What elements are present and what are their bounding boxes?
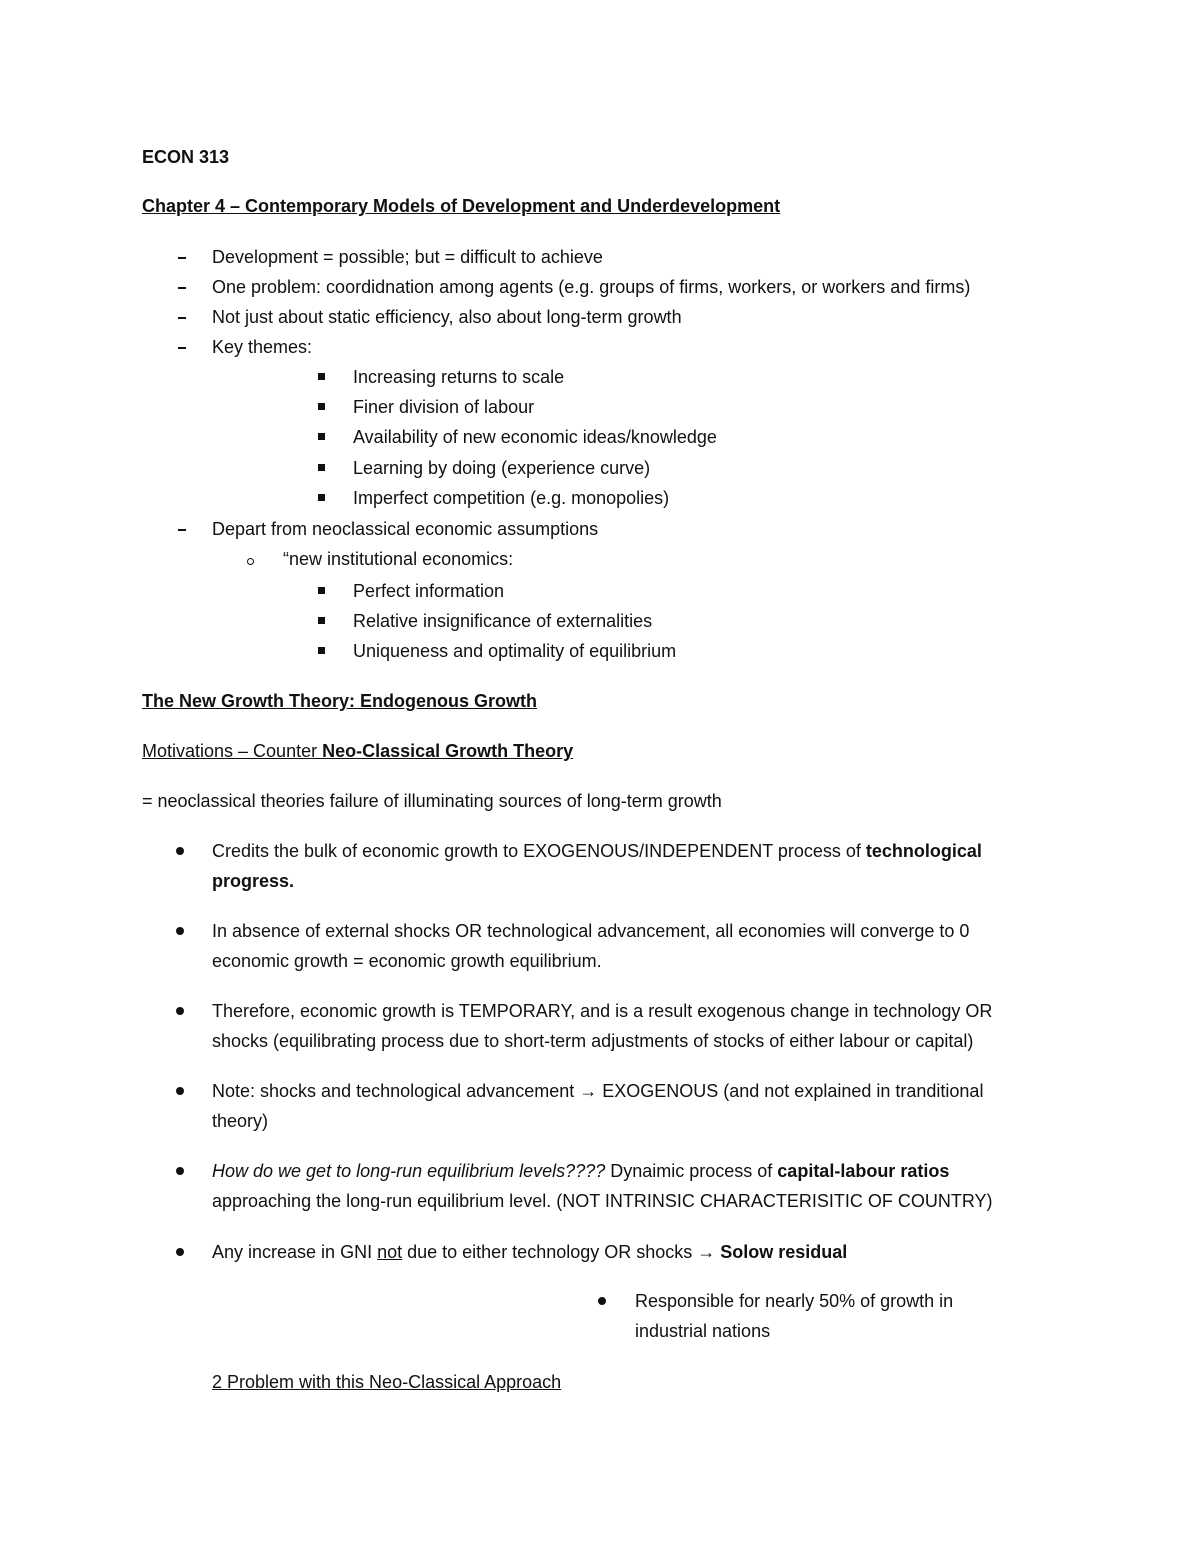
round-bullet — [176, 1087, 184, 1095]
square-bullet — [318, 494, 325, 501]
bullet-3-line-2: shocks (equilibrating process due to short-term adjustments of stocks of either labour or capital) — [212, 1031, 974, 1051]
dash-marker — [178, 317, 186, 319]
course-title: ECON 313 — [142, 147, 230, 167]
intro-item: Not just about static efficiency, also about long-term growth — [212, 307, 682, 327]
key-theme-item: Imperfect competition (e.g. monopolies) — [353, 488, 670, 508]
round-bullet — [176, 847, 184, 855]
round-bullet — [176, 927, 184, 935]
square-bullet — [318, 373, 325, 380]
square-bullet — [318, 464, 325, 471]
bullet-4-line-2: theory) — [212, 1111, 269, 1131]
bullet-5-line-2: approaching the long-run equilibrium level. (NOT INTRINSIC CHARACTERISITIC OF COUNTRY) — [212, 1191, 993, 1211]
bullet-text: EXOGENOUS (and not explained in tranditional — [597, 1081, 984, 1101]
square-bullet — [318, 617, 325, 624]
key-theme-item: Learning by doing (experience curve) — [353, 458, 651, 478]
square-bullet — [318, 647, 325, 654]
intro-item: Development = possible; but = difficult to achieve — [212, 247, 603, 267]
key-theme-item: Availability of new economic ideas/knowledge — [353, 427, 717, 447]
bullet-5-line-1 — [212, 1160, 949, 1182]
arrow-right-icon: → — [697, 1242, 716, 1262]
section-title: The New Growth Theory: Endogenous Growth — [142, 691, 537, 711]
bullet-text: due to either technology OR shocks — [402, 1242, 698, 1262]
motivations-heading — [142, 740, 573, 762]
bullet-2-line-2: economic growth = economic growth equilibrium. — [212, 951, 602, 971]
bullet-2-line-1: In absence of external shocks OR technological advancement, all economies will converge to 0 — [212, 921, 970, 941]
key-theme-item: Finer division of labour — [353, 397, 535, 417]
intro-item: Key themes: — [212, 337, 313, 357]
problem-heading: 2 Problem with this Neo-Classical Approach — [212, 1372, 562, 1392]
assumption-item: Perfect information — [353, 581, 505, 601]
square-bullet — [318, 587, 325, 594]
key-theme-item: Increasing returns to scale — [353, 367, 565, 387]
bullet-underline-text: not — [377, 1242, 403, 1262]
intro-item: One problem: coordidnation among agents (e.g. groups of firms, workers, or workers and firms) — [212, 277, 971, 297]
depart-item: Depart from neoclassical economic assumptions — [212, 519, 599, 539]
bullet-1-line-1 — [212, 840, 982, 862]
assumption-item: Uniqueness and optimality of equilibrium — [353, 641, 677, 661]
bullet-text: Any increase in GNI — [212, 1242, 378, 1262]
bullet-1-line-2: progress. — [212, 871, 295, 891]
sub-bullet-line-1: Responsible for nearly 50% of growth in — [635, 1291, 954, 1311]
bullet-bold-text: technological — [865, 841, 982, 861]
bullet-6-line-1 — [212, 1241, 847, 1263]
bullet-text: Credits the bulk of economic growth to EXOGENOUS/INDEPENDENT process of — [212, 841, 866, 861]
dash-marker — [178, 257, 186, 259]
bullet-italic-text: How do we get to long-run equilibrium levels???? — [212, 1161, 606, 1181]
arrow-right-icon: → — [579, 1081, 598, 1101]
bullet-text: Note: shocks and technological advancement — [212, 1081, 580, 1101]
chapter-title: Chapter 4 – Contemporary Models of Development and Underdevelopment — [142, 196, 781, 216]
motivations-bold: Neo-Classical Growth Theory — [322, 741, 574, 761]
new-institutional-item: “new institutional economics: — [283, 549, 514, 569]
round-bullet — [598, 1297, 606, 1305]
bullet-bold-text: Solow residual — [715, 1242, 848, 1262]
round-bullet — [176, 1248, 184, 1256]
bullet-4-line-1 — [212, 1080, 983, 1102]
square-bullet — [318, 433, 325, 440]
bullet-text: Dynaimic process of — [605, 1161, 778, 1181]
bullet-bold-text: capital-labour ratios — [777, 1161, 950, 1181]
bullet-3-line-1: Therefore, economic growth is TEMPORARY, and is a result exogenous change in technology OR — [212, 1001, 993, 1021]
round-bullet — [176, 1007, 184, 1015]
dash-marker — [178, 287, 186, 289]
round-bullet — [176, 1167, 184, 1175]
sub-bullet-line-2: industrial nations — [635, 1321, 771, 1341]
square-bullet — [318, 403, 325, 410]
dash-marker — [178, 347, 186, 349]
dash-marker — [178, 529, 186, 531]
motivations-label: Motivations – Counter — [142, 741, 323, 761]
failure-line: = neoclassical theories failure of illuminating sources of long-term growth — [142, 791, 722, 811]
circle-bullet — [247, 558, 254, 565]
assumption-item: Relative insignificance of externalities — [353, 611, 653, 631]
